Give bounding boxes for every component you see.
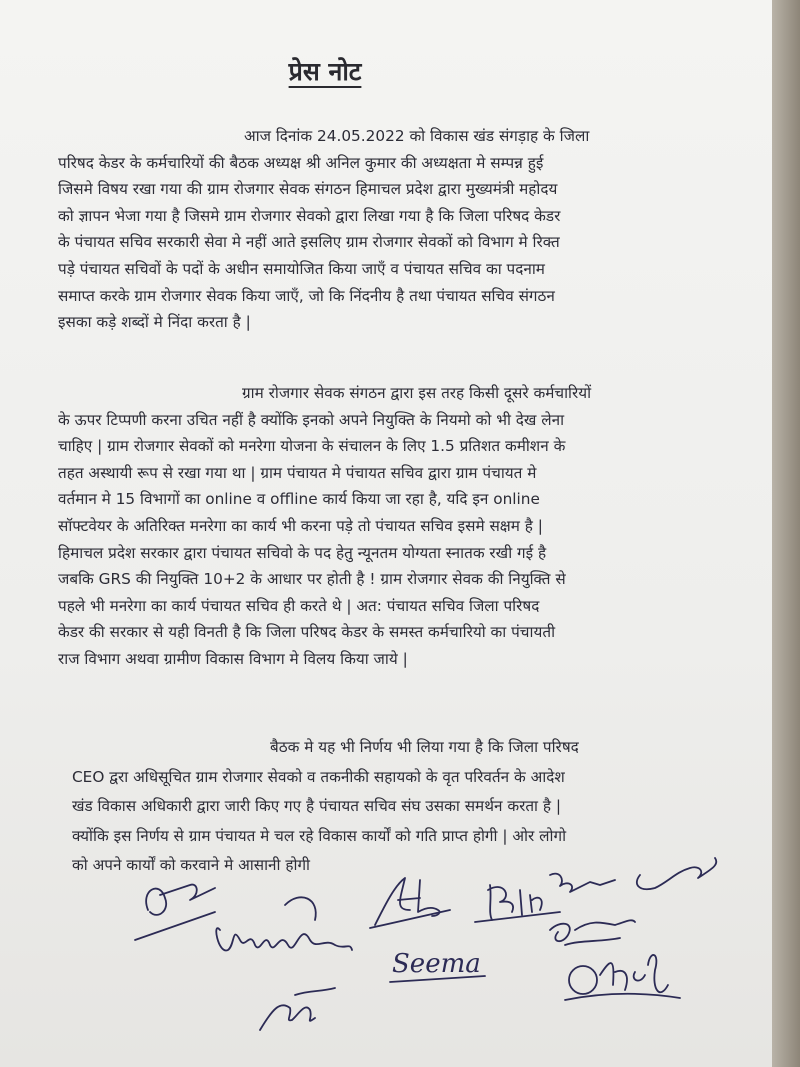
paragraph-2 — [58, 380, 718, 673]
signatures-block — [120, 850, 740, 1050]
text-line: तहत अस्थायी रूप से रखा गया था | ग्राम पंचायत मे पंचायत सचिव द्वारा ग्राम पंचायत मे — [58, 463, 537, 482]
text-line: के ऊपर टिप्पणी करना उचित नहीं है क्योंकि इनको अपने नियुक्ति के नियमो को भी देख लेना — [58, 410, 565, 429]
text-line: हिमाचल प्रदेश सरकार द्वारा पंचायत सचिवो के पद हेतु न्यूनतम योग्यता स्नातक रखी गई है — [58, 543, 547, 562]
background-edge — [772, 0, 800, 1067]
text-line: पड़े पंचायत सचिवों के पदों के अधीन समायोजित किया जाएँ व पंचायत सचिव का पदनाम — [58, 259, 545, 278]
text-line: चाहिए | ग्राम रोजगार सेवकों को मनरेगा योजना के संचालन के लिए 1.5 प्रतिशत कमीशन के — [58, 437, 566, 456]
signature — [370, 878, 450, 928]
paragraph-1 — [58, 123, 718, 336]
text-line: को ज्ञापन भेजा गया है जिसमे ग्राम रोजगार सेवको द्वारा लिखा गया है कि जिला परिषद केडर — [58, 206, 561, 225]
text-line: जबकि GRS की नियुक्ति 10+2 के आधार पर होती है ! ग्राम रोजगार सेवक की नियुक्ति से — [58, 570, 566, 589]
signature — [565, 955, 680, 1000]
signature-seema-text: Seema — [392, 949, 481, 979]
signature — [475, 885, 560, 922]
text-line: वर्तमान मे 15 विभागों का online व offline कार्य किया जा रहा है, यदि इन online — [58, 490, 540, 509]
signature — [135, 885, 215, 940]
text-line: जिसमे विषय रखा गया की ग्राम रोजगार सेवक संगठन हिमाचल प्रदेश द्वारा मुख्यमंत्री महोदय — [58, 180, 558, 199]
signature-seema — [390, 949, 485, 982]
text-line: क्योंकि इस निर्णय से ग्राम पंचायत मे चल रहे विकास कार्यों को गति प्राप्त होगी | ओर लोगो — [72, 826, 567, 845]
text-line: के पंचायत सचिव सरकारी सेवा मे नहीं आते इसलिए ग्राम रोजगार सेवकों को विभाग मे रिक्त — [58, 233, 560, 252]
text-line: केडर की सरकार से यही विनती है कि जिला परिषद केडर के समस्त कर्मचारियो का पंचायती — [58, 623, 556, 642]
document-title: प्रेस नोट — [288, 57, 362, 86]
text-line: राज विभाग अथवा ग्रामीण विकास विभाग मे विलय किया जाये | — [58, 649, 408, 668]
text-line: CEO द्वरा अधिसूचित ग्राम रोजगार सेवको व तकनीकी सहायको के वृत परिवर्तन के आदेश — [72, 767, 565, 786]
text-line: परिषद केडर के कर्मचारियों की बैठक अध्यक्ष श्री अनिल कुमार की अध्यक्षता मे सम्पन्न हुई — [58, 153, 544, 172]
signature — [550, 858, 716, 892]
text-line: पहले भी मनरेगा का कार्य पंचायत सचिव ही करते थे | अत: पंचायत सचिव जिला परिषद — [58, 596, 540, 615]
text-line: बैठक मे यह भी निर्णय भी लिया गया है कि जिला परिषद — [270, 738, 579, 756]
text-line: को अपने कार्यों को करवाने मे आसानी होगी — [72, 856, 311, 874]
signature — [216, 897, 352, 950]
text-line: खंड विकास अधिकारी द्वारा जारी किए गए है पंचायत सचिव संघ उसका समर्थन करता है | — [72, 797, 562, 815]
text-line: ग्राम रोजगार सेवक संगठन द्वारा इस तरह किसी दूसरे कर्मचारियों — [242, 384, 592, 402]
text-line: इसका कड़े शब्दों मे निंदा करता है | — [58, 313, 251, 332]
signature — [550, 920, 635, 945]
text-line: सॉफ्टवेयर के अतिरिक्त मनरेगा का कार्य भी करना पड़े तो पंचायत सचिव इसमे सक्षम है | — [58, 516, 543, 535]
signature — [260, 988, 335, 1030]
text-line: आज दिनांक 24.05.2022 को विकास खंड संगड़ाह के जिला — [244, 127, 590, 145]
text-line: समाप्त करके ग्राम रोजगार सेवक किया जाएँ, जो कि निंदनीय है तथा पंचायत सचिव संगठन — [58, 286, 555, 305]
